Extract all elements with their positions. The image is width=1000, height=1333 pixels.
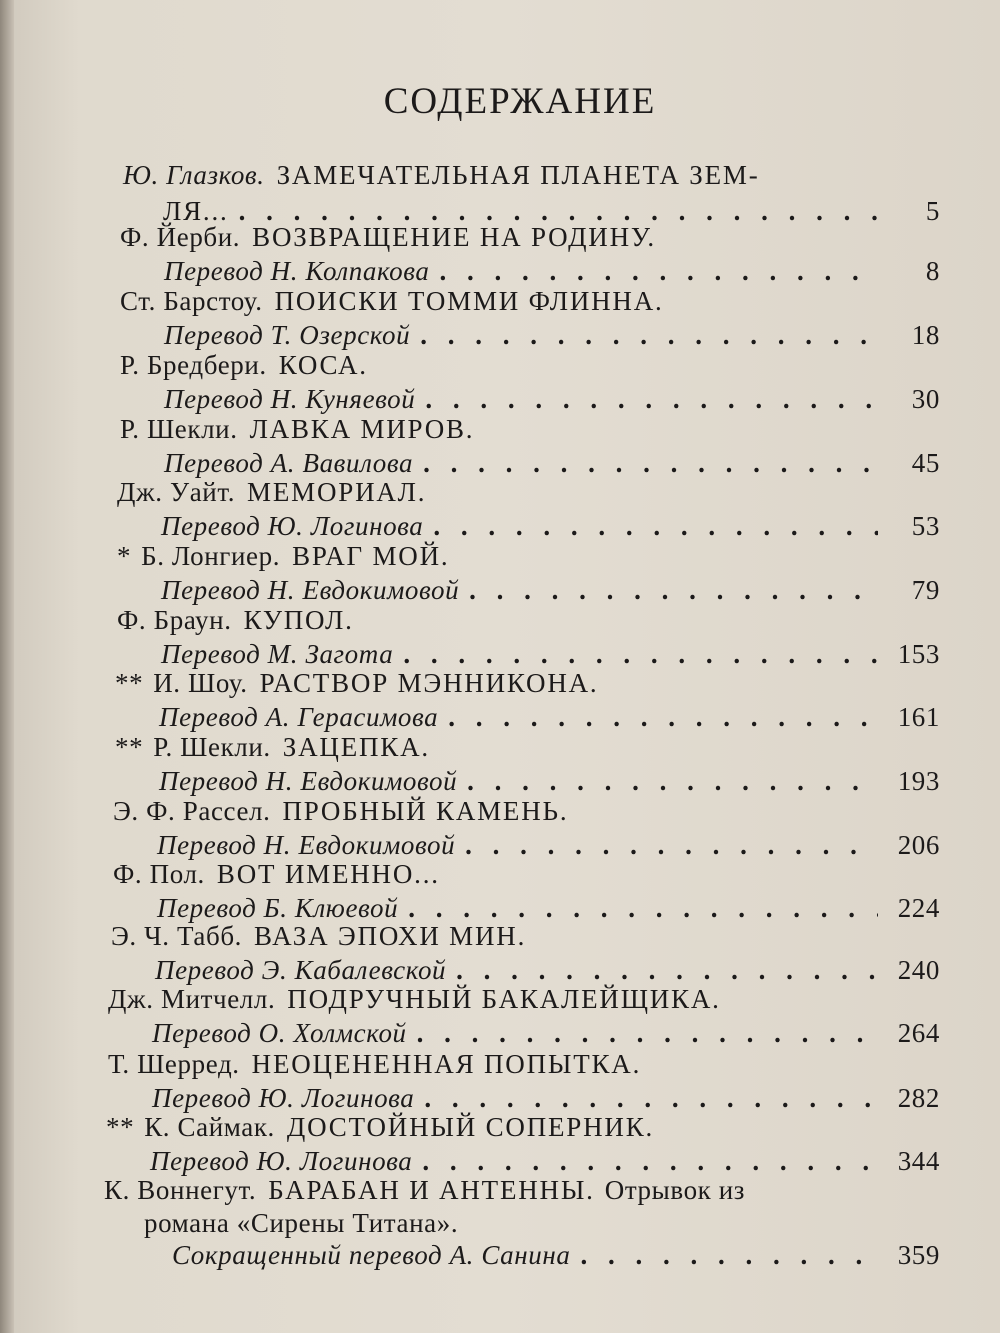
dot-leader xyxy=(433,511,878,542)
toc-line xyxy=(108,984,940,1018)
toc-line xyxy=(152,1018,940,1052)
entry-title: ВОТ ИМЕННО... xyxy=(216,859,440,889)
entry-author: Ф. Браун. xyxy=(117,605,232,635)
entry-page-number: 264 xyxy=(897,1018,940,1048)
entry-title: БАРАБАН И АНТЕННЫ. xyxy=(268,1175,595,1205)
toc-line xyxy=(164,320,940,354)
entry-title: ДОСТОЙНЫЙ СОПЕРНИК. xyxy=(286,1112,655,1142)
entry-page-number: 344 xyxy=(897,1146,940,1176)
entry-page-number: 53 xyxy=(911,511,940,541)
entry-translator: Сокращенный перевод А. Санина xyxy=(172,1240,571,1270)
entry-title: ПОИСКИ ТОММИ ФЛИННА. xyxy=(274,286,664,316)
entry-page-number: 30 xyxy=(911,384,940,414)
entry-title: КОСА. xyxy=(278,350,368,380)
entry-title: ПРОБНЫЙ КАМЕНЬ. xyxy=(282,796,569,826)
entry-translator: Перевод Н. Колпакова xyxy=(164,256,430,286)
toc-line xyxy=(117,605,940,639)
entry-author: Э. Ч. Табб. xyxy=(111,921,243,951)
entry-translator: Перевод Ю. Логинова xyxy=(161,511,424,541)
entry-author: Т. Шерред. xyxy=(108,1049,240,1079)
entry-author: Р. Шекли. xyxy=(153,732,271,762)
entry-author: Р. Шекли. xyxy=(120,414,238,444)
toc-line xyxy=(164,256,940,290)
entry-translator: Перевод Ю. Логинова xyxy=(152,1083,415,1113)
dot-leader xyxy=(424,1083,878,1114)
entry-translator: Перевод Т. Озерской xyxy=(164,320,411,350)
entry-marker: ** xyxy=(115,732,144,762)
entry-page-number: 359 xyxy=(897,1240,940,1270)
dot-leader xyxy=(420,320,878,351)
entry-title: ВОЗВРАЩЕНИЕ НА РОДИНУ. xyxy=(252,222,656,252)
dot-leader xyxy=(417,1018,878,1049)
entry-author: Ю. Глазков. xyxy=(123,160,265,190)
entry-title: ВРАГ МОЙ. xyxy=(292,541,450,571)
toc-line xyxy=(120,286,940,320)
toc-line xyxy=(104,1175,940,1209)
entry-title: РАСТВОР МЭННИКОНА. xyxy=(259,668,599,698)
entry-author: Р. Бредбери. xyxy=(120,350,267,380)
toc-line xyxy=(123,160,940,194)
toc-line xyxy=(144,1208,940,1242)
entry-page-number: 45 xyxy=(911,448,940,478)
entry-title: КУПОЛ. xyxy=(243,605,354,635)
entry-page-number: 5 xyxy=(925,196,940,226)
entry-page-number: 161 xyxy=(897,702,940,732)
entry-author: К. Саймак. xyxy=(144,1112,275,1142)
entry-title: ВАЗА ЭПОХИ МИН. xyxy=(254,921,527,951)
toc-line xyxy=(120,350,940,384)
toc-line xyxy=(106,1112,940,1146)
entry-author: И. Шоу. xyxy=(153,668,248,698)
page-title: СОДЕРЖАНИЕ xyxy=(383,81,657,122)
entry-title: ПОДРУЧНЫЙ БАКАЛЕЙЩИКА. xyxy=(287,984,721,1014)
entry-author: Дж. Митчелл. xyxy=(108,984,276,1014)
entry-author: Дж. Уайт. xyxy=(117,477,236,507)
entry-author: Э. Ф. Рассел. xyxy=(113,796,271,826)
entry-title: ЗАМЕЧАТЕЛЬНАЯ ПЛАНЕТА ЗЕМ- xyxy=(276,160,760,190)
toc-line xyxy=(117,541,940,575)
entry-title-continued: ЛЯ... xyxy=(163,196,229,226)
toc-line xyxy=(161,511,940,545)
entry-author: Ф. Пол. xyxy=(113,859,205,889)
dot-leader xyxy=(403,639,878,670)
entry-marker: ** xyxy=(106,1112,135,1142)
entry-marker: * xyxy=(117,541,132,571)
entry-translator: Перевод Н. Евдокимовой xyxy=(161,575,460,605)
toc-line xyxy=(159,766,940,800)
toc-line xyxy=(111,921,940,955)
entry-note-continued: романа «Сирены Титана». xyxy=(144,1208,459,1238)
toc-line xyxy=(120,222,940,256)
toc-line xyxy=(113,859,940,893)
toc-line xyxy=(108,1049,940,1083)
dot-leader xyxy=(456,955,878,986)
entry-page-number: 153 xyxy=(897,639,940,669)
entry-translator: Перевод Н. Куняевой xyxy=(164,384,416,414)
toc-line xyxy=(115,732,940,766)
dot-leader xyxy=(469,575,878,606)
dot-leader xyxy=(423,448,878,479)
entry-translator: Перевод Ю. Логинова xyxy=(150,1146,413,1176)
entry-page-number: 206 xyxy=(897,830,940,860)
entry-page-number: 193 xyxy=(897,766,940,796)
entry-translator: Перевод Э. Кабалевской xyxy=(155,955,447,985)
toc-line xyxy=(115,668,940,702)
entry-translator: Перевод А. Вавилова xyxy=(164,448,414,478)
dot-leader xyxy=(422,1146,878,1177)
entry-author: Ф. Йерби. xyxy=(120,222,241,252)
entry-page-number: 8 xyxy=(925,256,940,286)
entry-translator: Перевод О. Холмской xyxy=(152,1018,407,1048)
dot-leader xyxy=(580,1240,878,1271)
entry-translator: Перевод М. Загота xyxy=(161,639,394,669)
toc-line xyxy=(120,414,940,448)
entry-title: МЕМОРИАЛ. xyxy=(247,477,427,507)
toc-line xyxy=(113,796,940,830)
dot-leader xyxy=(408,893,878,924)
toc-line xyxy=(172,1240,940,1274)
entry-author: Б. Лонгиер. xyxy=(141,541,281,571)
entry-title: ЗАЦЕПКА. xyxy=(282,732,430,762)
entry-author: Ст. Барстоу. xyxy=(120,286,263,316)
dot-leader xyxy=(467,766,878,797)
dot-leader xyxy=(425,384,878,415)
dot-leader xyxy=(448,702,878,733)
entry-page-number: 79 xyxy=(911,575,940,605)
dot-leader xyxy=(440,256,878,287)
entry-page-number: 282 xyxy=(897,1083,940,1113)
toc-line xyxy=(159,702,940,736)
entry-page-number: 224 xyxy=(897,893,940,923)
dot-leader xyxy=(465,830,878,861)
entry-translator: Перевод Н. Евдокимовой xyxy=(157,830,456,860)
toc-line xyxy=(117,477,940,511)
entry-title: НЕОЦЕНЕННАЯ ПОПЫТКА. xyxy=(251,1049,642,1079)
entry-author: К. Воннегут. xyxy=(104,1175,257,1205)
entry-marker: ** xyxy=(115,668,144,698)
entry-translator: Перевод Б. Клюевой xyxy=(157,893,399,923)
entry-translator: Перевод А. Герасимова xyxy=(159,702,439,732)
toc-line xyxy=(164,384,940,418)
entry-translator: Перевод Н. Евдокимовой xyxy=(159,766,458,796)
entry-note: Отрывок из xyxy=(604,1175,746,1205)
toc-line xyxy=(161,575,940,609)
entry-title: ЛАВКА МИРОВ. xyxy=(249,414,475,444)
entry-page-number: 240 xyxy=(897,955,940,985)
entry-page-number: 18 xyxy=(911,320,940,350)
